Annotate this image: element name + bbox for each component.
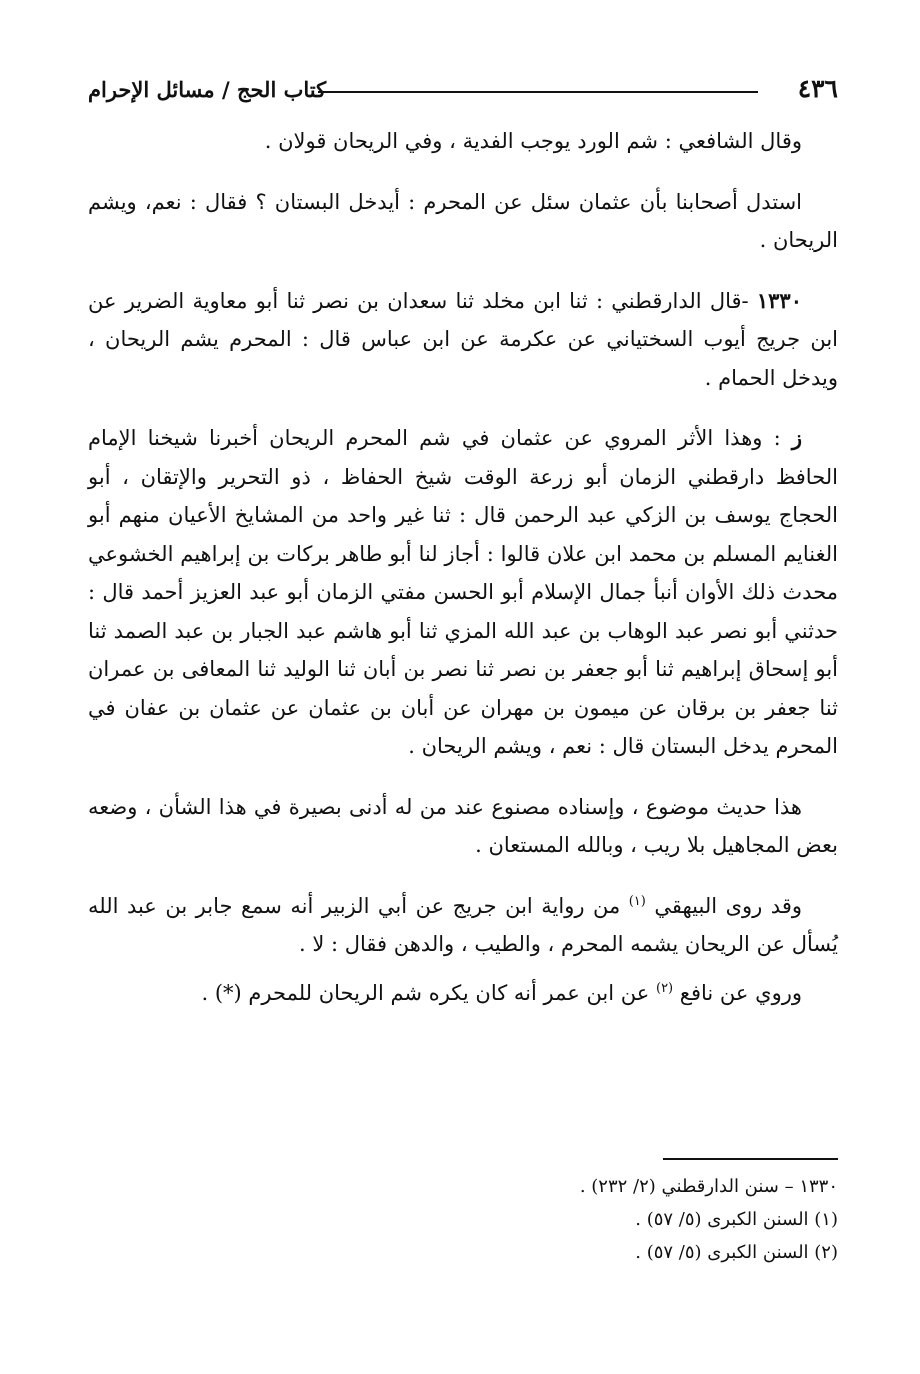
footnotes [88, 1170, 838, 1269]
paragraph-bayhaqi: وقد روى البيهقي $^{(١)}$ من رواية ابن جريج عن أبي الزبير أنه سمع جابر بن عبد الله يُسأل عن الريحان يشمه المحرم ، والطيب ، والدهن فقال : لا . [88, 893, 838, 956]
paragraph-nafi: وروي عن نافع $^{(٢)}$ عن ابن عمر أنه كان يكره شم الريحان للمحرم (*) . [201, 980, 802, 1005]
footnote-2: (٢) السنن الكبرى (٥/ ٥٧) . [635, 1242, 838, 1263]
page-number: ٤٣٦ [797, 74, 838, 103]
header-rule [318, 91, 758, 93]
running-title: كتاب الحج / مسائل الإحرام [88, 77, 327, 102]
page-header [88, 70, 838, 110]
main-text [88, 112, 838, 1012]
paragraph-verdict: هذا حديث موضوع ، وإسناده مصنوع عند من له أدنى بصيرة في هذا الشأن ، وضعه بعض المجاهيل بلا ريب ، وبالله المستعان . [88, 794, 838, 857]
footnote-ref-1[interactable]: (١) [628, 893, 646, 909]
footnote-ref-2[interactable]: (٢) [655, 980, 674, 996]
hadith-number: ١٣٣٠ [756, 287, 802, 313]
paragraph-isnad: ز : وهذا الأثر المروي عن عثمان في شم المحرم الريحان أخبرنا شيخنا الإمام الحافظ دارقطني الزمان أبو زرعة الوقت شيخ الحفاظ ، ذو التحرير والإتقان ، أبو الحجاج يوسف بن الزكي عبد الرحمن قال : ثنا غير واحد من المشايخ الأعيان منهم أبو الغنايم المسلم بن محمد ابن علان قالوا : أجاز لنا أبو طاهر بركات بن إبراهيم الخشوعي محدث ذلك الأوان أنبأ جمال الإسلام أبو الحسن مفتي الزمان أبو عبد العزيز أحمد قال : حدثني أبو نصر عبد الوهاب بن عبد الله المزي ثنا أبو هاشم عبد الجبار بن عبد الصمد ثنا أبو إسحاق إبراهيم ثنا أبو جعفر بن نصر ثنا نصر بن أبان ثنا الوليد ثنا المعافى بن عمران ثنا جعفر بن برقان عن ميمون بن مهران عن أبان بن عثمان عن عثمان بن عفان في المحرم يدخل البستان قال : نعم ، ويشم الريحان . [88, 425, 838, 758]
paragraph-shafii: وقال الشافعي : شم الورد يوجب الفدية ، وفي الريحان قولان . [264, 129, 802, 153]
footnote-1: (١) السنن الكبرى (٥/ ٥٧) . [635, 1209, 838, 1230]
footnote-separator [663, 1158, 838, 1160]
footnote-1330: ١٣٣٠ – سنن الدارقطني (٢/ ٢٣٢) . [579, 1176, 838, 1197]
author-mark: ز [791, 425, 802, 450]
paragraph-uthman: استدل أصحابنا بأن عثمان سئل عن المحرم : أيدخل البستان ؟ فقال : نعم، ويشم الريحان . [88, 189, 838, 252]
paragraph-hadith-1330: ١٣٣٠ -قال الدارقطني : ثنا ابن مخلد ثنا سعدان بن نصر ثنا أبو معاوية الضرير عن ابن جريج أيوب السختياني عن عكرمة عن ابن عباس قال : المحرم يشم الريحان ، ويدخل الحمام . [88, 287, 838, 390]
